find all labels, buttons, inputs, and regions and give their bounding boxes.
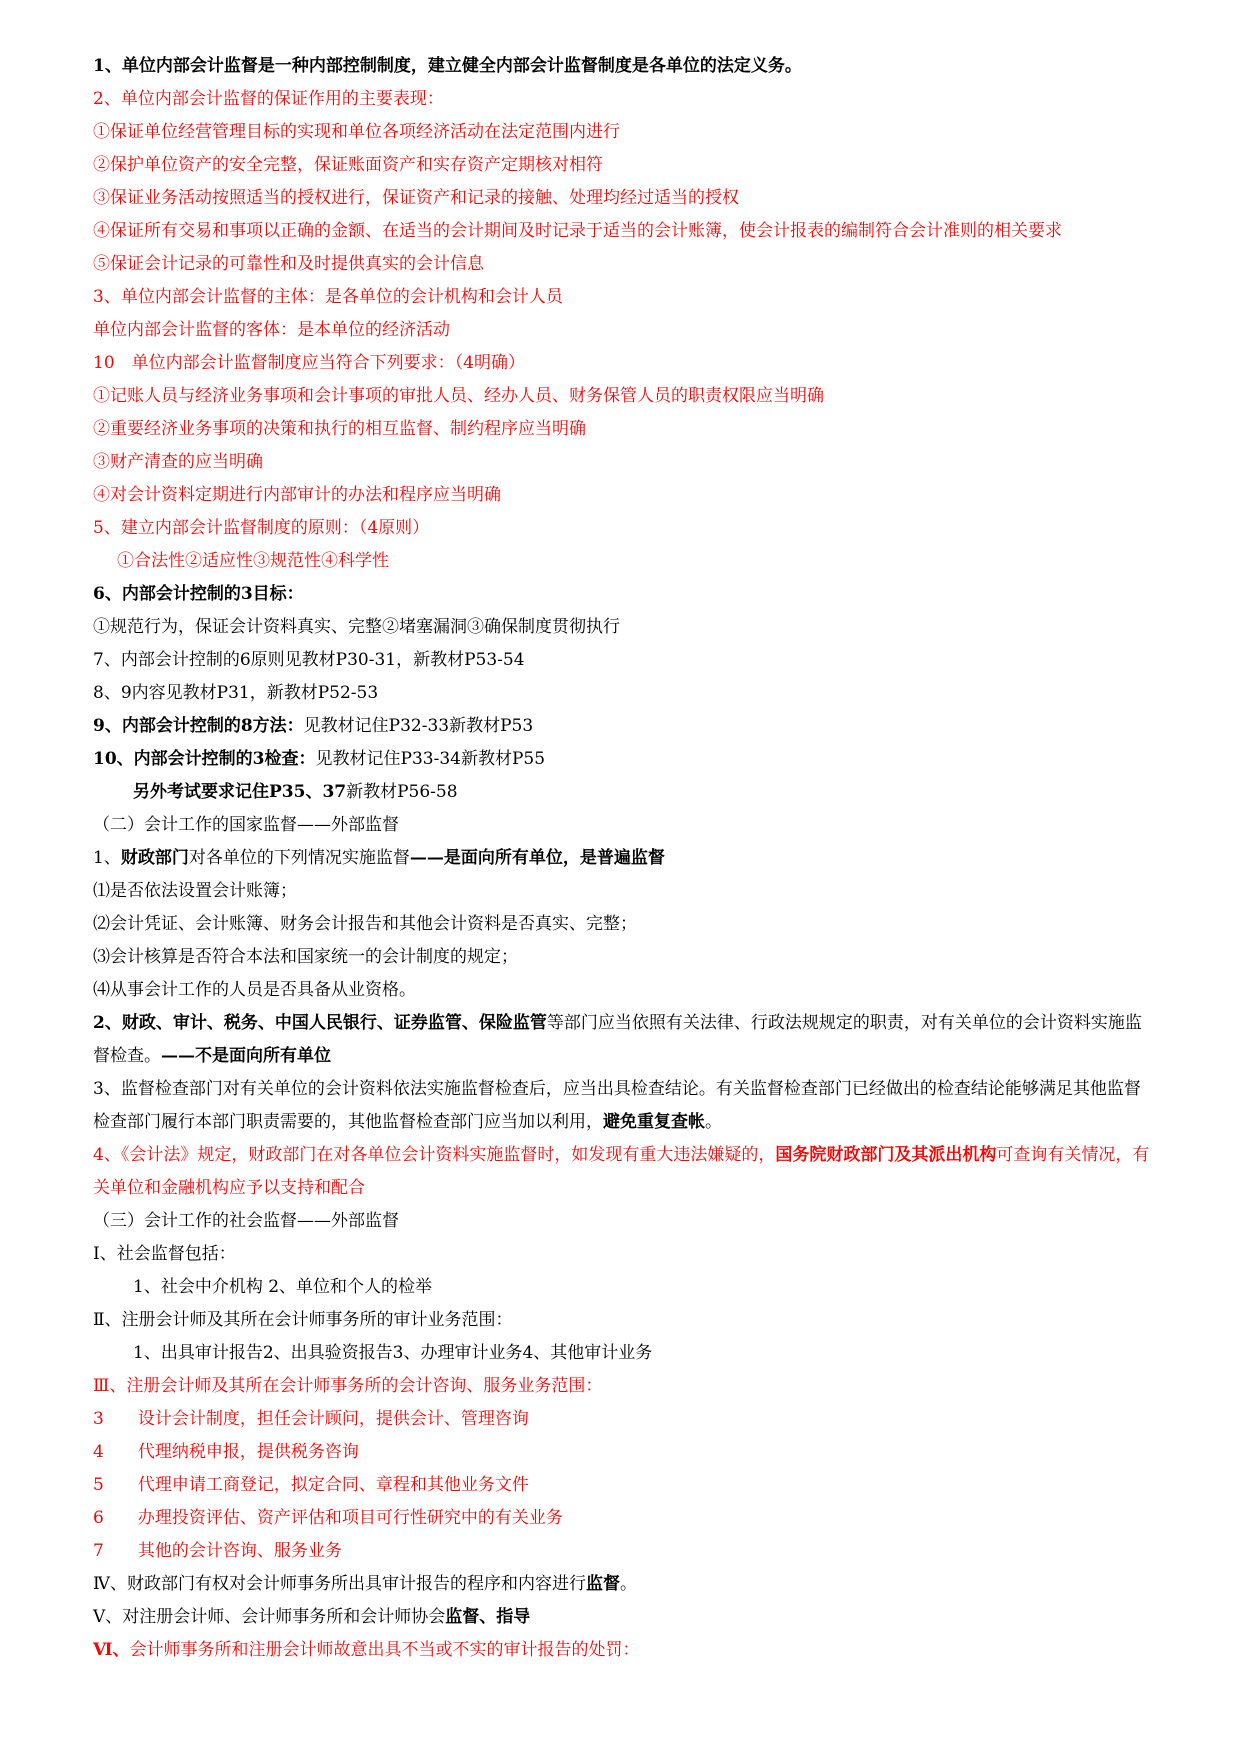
bold-span: 9、内部会计控制的8方法： — [93, 716, 304, 736]
paragraph: 7、内部会计控制的6原则见教材P30-31，新教材P53-54 — [93, 650, 525, 670]
list-item: ①合法性②适应性③规范性④科学性 — [117, 551, 389, 571]
item-3-heading: 3、单位内部会计监督的主体：是各单位的会计机构和会计人员 — [93, 287, 563, 307]
list-item: ⑤保证会计记录的可靠性和及时提供真实的会计信息 — [93, 254, 484, 274]
subsection-heading — [93, 1568, 1153, 1601]
item-1-heading: 1、单位内部会计监督是一种内部控制制度，建立健全内部会计监督制度是各单位的法定义务。 — [93, 56, 802, 76]
paragraph — [93, 743, 1153, 776]
section-heading: （二）会计工作的国家监督——外部监督 — [93, 815, 399, 835]
paragraph — [93, 776, 1153, 809]
list-item: ⑴是否依法设置会计账簿； — [93, 881, 297, 901]
list-item: 3 设计会计制度，担任会计顾问，提供会计、管理咨询 — [93, 1409, 529, 1429]
item-2-heading: 2、单位内部会计监督的保证作用的主要表现： — [93, 89, 444, 109]
text-span: 见教材记住P32-33新教材P53 — [303, 716, 534, 736]
bold-span: ——是面向所有单位，是普遍监督 — [409, 848, 665, 868]
text-span: 可查询有关情况，有关单位和金融机构应予以支持和配合 — [93, 1145, 1150, 1198]
list-item: 1、社会中介机构 2、单位和个人的检举 — [133, 1277, 433, 1297]
text-span: 会计师事务所和注册会计师故意出具不当或不实的审计报告的处罚： — [129, 1640, 640, 1660]
list-item: 5 代理申请工商登记，拟定合同、章程和其他业务文件 — [93, 1475, 529, 1495]
paragraph: 8、9内容见教材P31，新教材P52-53 — [93, 683, 379, 703]
text-span: Ⅴ、对注册会计师、会计师事务所和会计师协会 — [93, 1607, 446, 1627]
text-span: 新教材P56-58 — [346, 782, 458, 802]
paragraph — [93, 1139, 1153, 1205]
paragraph — [93, 1007, 1153, 1073]
text-span: 。 — [619, 1574, 637, 1594]
text-span: Ⅳ、财政部门有权对会计师事务所出具审计报告的程序和内容进行 — [93, 1574, 586, 1594]
bold-span: 避免重复查帐 — [603, 1112, 705, 1132]
list-item: ④保证所有交易和事项以正确的金额、在适当的会计期间及时记录于适当的会计账簿，使会计报表的编制符合会计准则的相关要求 — [93, 221, 1062, 241]
section-heading: （三）会计工作的社会监督——外部监督 — [93, 1211, 399, 1231]
text-span: 等部门应当依照有关法律、行政法规规定的职责，对有关单位的会计资料实施监督检查。 — [93, 1013, 1142, 1066]
list-item: ①记账人员与经济业务事项和会计事项的审批人员、经办人员、财务保管人员的职责权限应当明确 — [93, 386, 824, 406]
list-item: ⑵会计凭证、会计账簿、财务会计报告和其他会计资料是否真实、完整； — [93, 914, 637, 934]
subsection-heading: Ⅲ、注册会计师及其所在会计师事务所的会计咨询、服务业务范围： — [93, 1376, 603, 1396]
text-span: 。 — [705, 1112, 722, 1132]
bold-span: 另外考试要求记住P35、37 — [133, 782, 347, 802]
list-item: ②重要经济业务事项的决策和执行的相互监督、制约程序应当明确 — [93, 419, 586, 439]
text-span: 1、 — [93, 848, 121, 868]
list-item: ②保护单位资产的安全完整，保证账面资产和实存资产定期核对相符 — [93, 155, 603, 175]
subsection-heading — [93, 1634, 1153, 1667]
item-5-heading: 5、建立内部会计监督制度的原则：（4原则） — [93, 518, 430, 538]
item-10-heading: 10 单位内部会计监督制度应当符合下列要求：（4明确） — [93, 353, 525, 373]
bold-span: 2、财政、审计、税务、中国人民银行、证券监管、保险监管 — [93, 1013, 547, 1033]
list-item: 6 办理投资评估、资产评估和项目可行性研究中的有关业务 — [93, 1508, 563, 1528]
bold-span: ——不是面向所有单位 — [161, 1046, 331, 1066]
list-item: 1、出具审计报告2、出具验资报告3、办理审计业务4、其他审计业务 — [133, 1343, 653, 1363]
bold-span: 国务院财政部门及其派出机构 — [775, 1145, 997, 1165]
paragraph — [93, 842, 1153, 875]
list-item: ③保证业务活动按照适当的授权进行，保证资产和记录的接触、处理均经过适当的授权 — [93, 188, 739, 208]
item-6-heading: 6、内部会计控制的3目标： — [93, 584, 304, 604]
subsection-heading: Ⅱ、注册会计师及其所在会计师事务所的审计业务范围： — [93, 1310, 513, 1330]
subsection-heading: Ⅰ、社会监督包括： — [93, 1244, 236, 1264]
paragraph — [93, 710, 1153, 743]
list-item: 7 其他的会计咨询、服务业务 — [93, 1541, 342, 1561]
list-item: ⑷从事会计工作的人员是否具备从业资格。 — [93, 980, 416, 1000]
paragraph: ①规范行为，保证会计资料真实、完整②堵塞漏洞③确保制度贯彻执行 — [93, 617, 620, 637]
text-span: 见教材记住P33-34新教材P55 — [315, 749, 546, 769]
subsection-heading — [93, 1601, 1153, 1634]
list-item: ⑶会计核算是否符合本法和国家统一的会计制度的规定； — [93, 947, 518, 967]
bold-span: 监督 — [585, 1574, 620, 1594]
bold-span: 财政部门 — [120, 848, 189, 868]
document-page — [93, 50, 1153, 1667]
list-item: ③财产清查的应当明确 — [93, 452, 263, 472]
bold-span: Ⅵ、 — [93, 1640, 130, 1660]
list-item: ④对会计资料定期进行内部审计的办法和程序应当明确 — [93, 485, 501, 505]
text-span: 3、监督检查部门对有关单位的会计资料依法实施监督检查后，应当出具检查结论。有关监督检查部门已经做出的检查结论能够满足其他监督检查部门履行本部门职责需要的，其他监督检查部门应当加以利用， — [93, 1079, 1141, 1132]
list-item: 4 代理纳税申报，提供税务咨询 — [93, 1442, 359, 1462]
list-item: ①保证单位经营管理目标的实现和单位各项经济活动在法定范围内进行 — [93, 122, 620, 142]
bold-span: 10、内部会计控制的3检查： — [93, 749, 316, 769]
text-span: 4、《会计法》规定，财政部门在对各单位会计资料实施监督时，如发现有重大违法嫌疑的， — [93, 1145, 776, 1165]
text-span: 对各单位的下列情况实施监督 — [188, 848, 410, 868]
paragraph: 单位内部会计监督的客体：是本单位的经济活动 — [93, 320, 450, 340]
bold-span: 监督、指导 — [445, 1607, 531, 1627]
paragraph — [93, 1073, 1153, 1139]
